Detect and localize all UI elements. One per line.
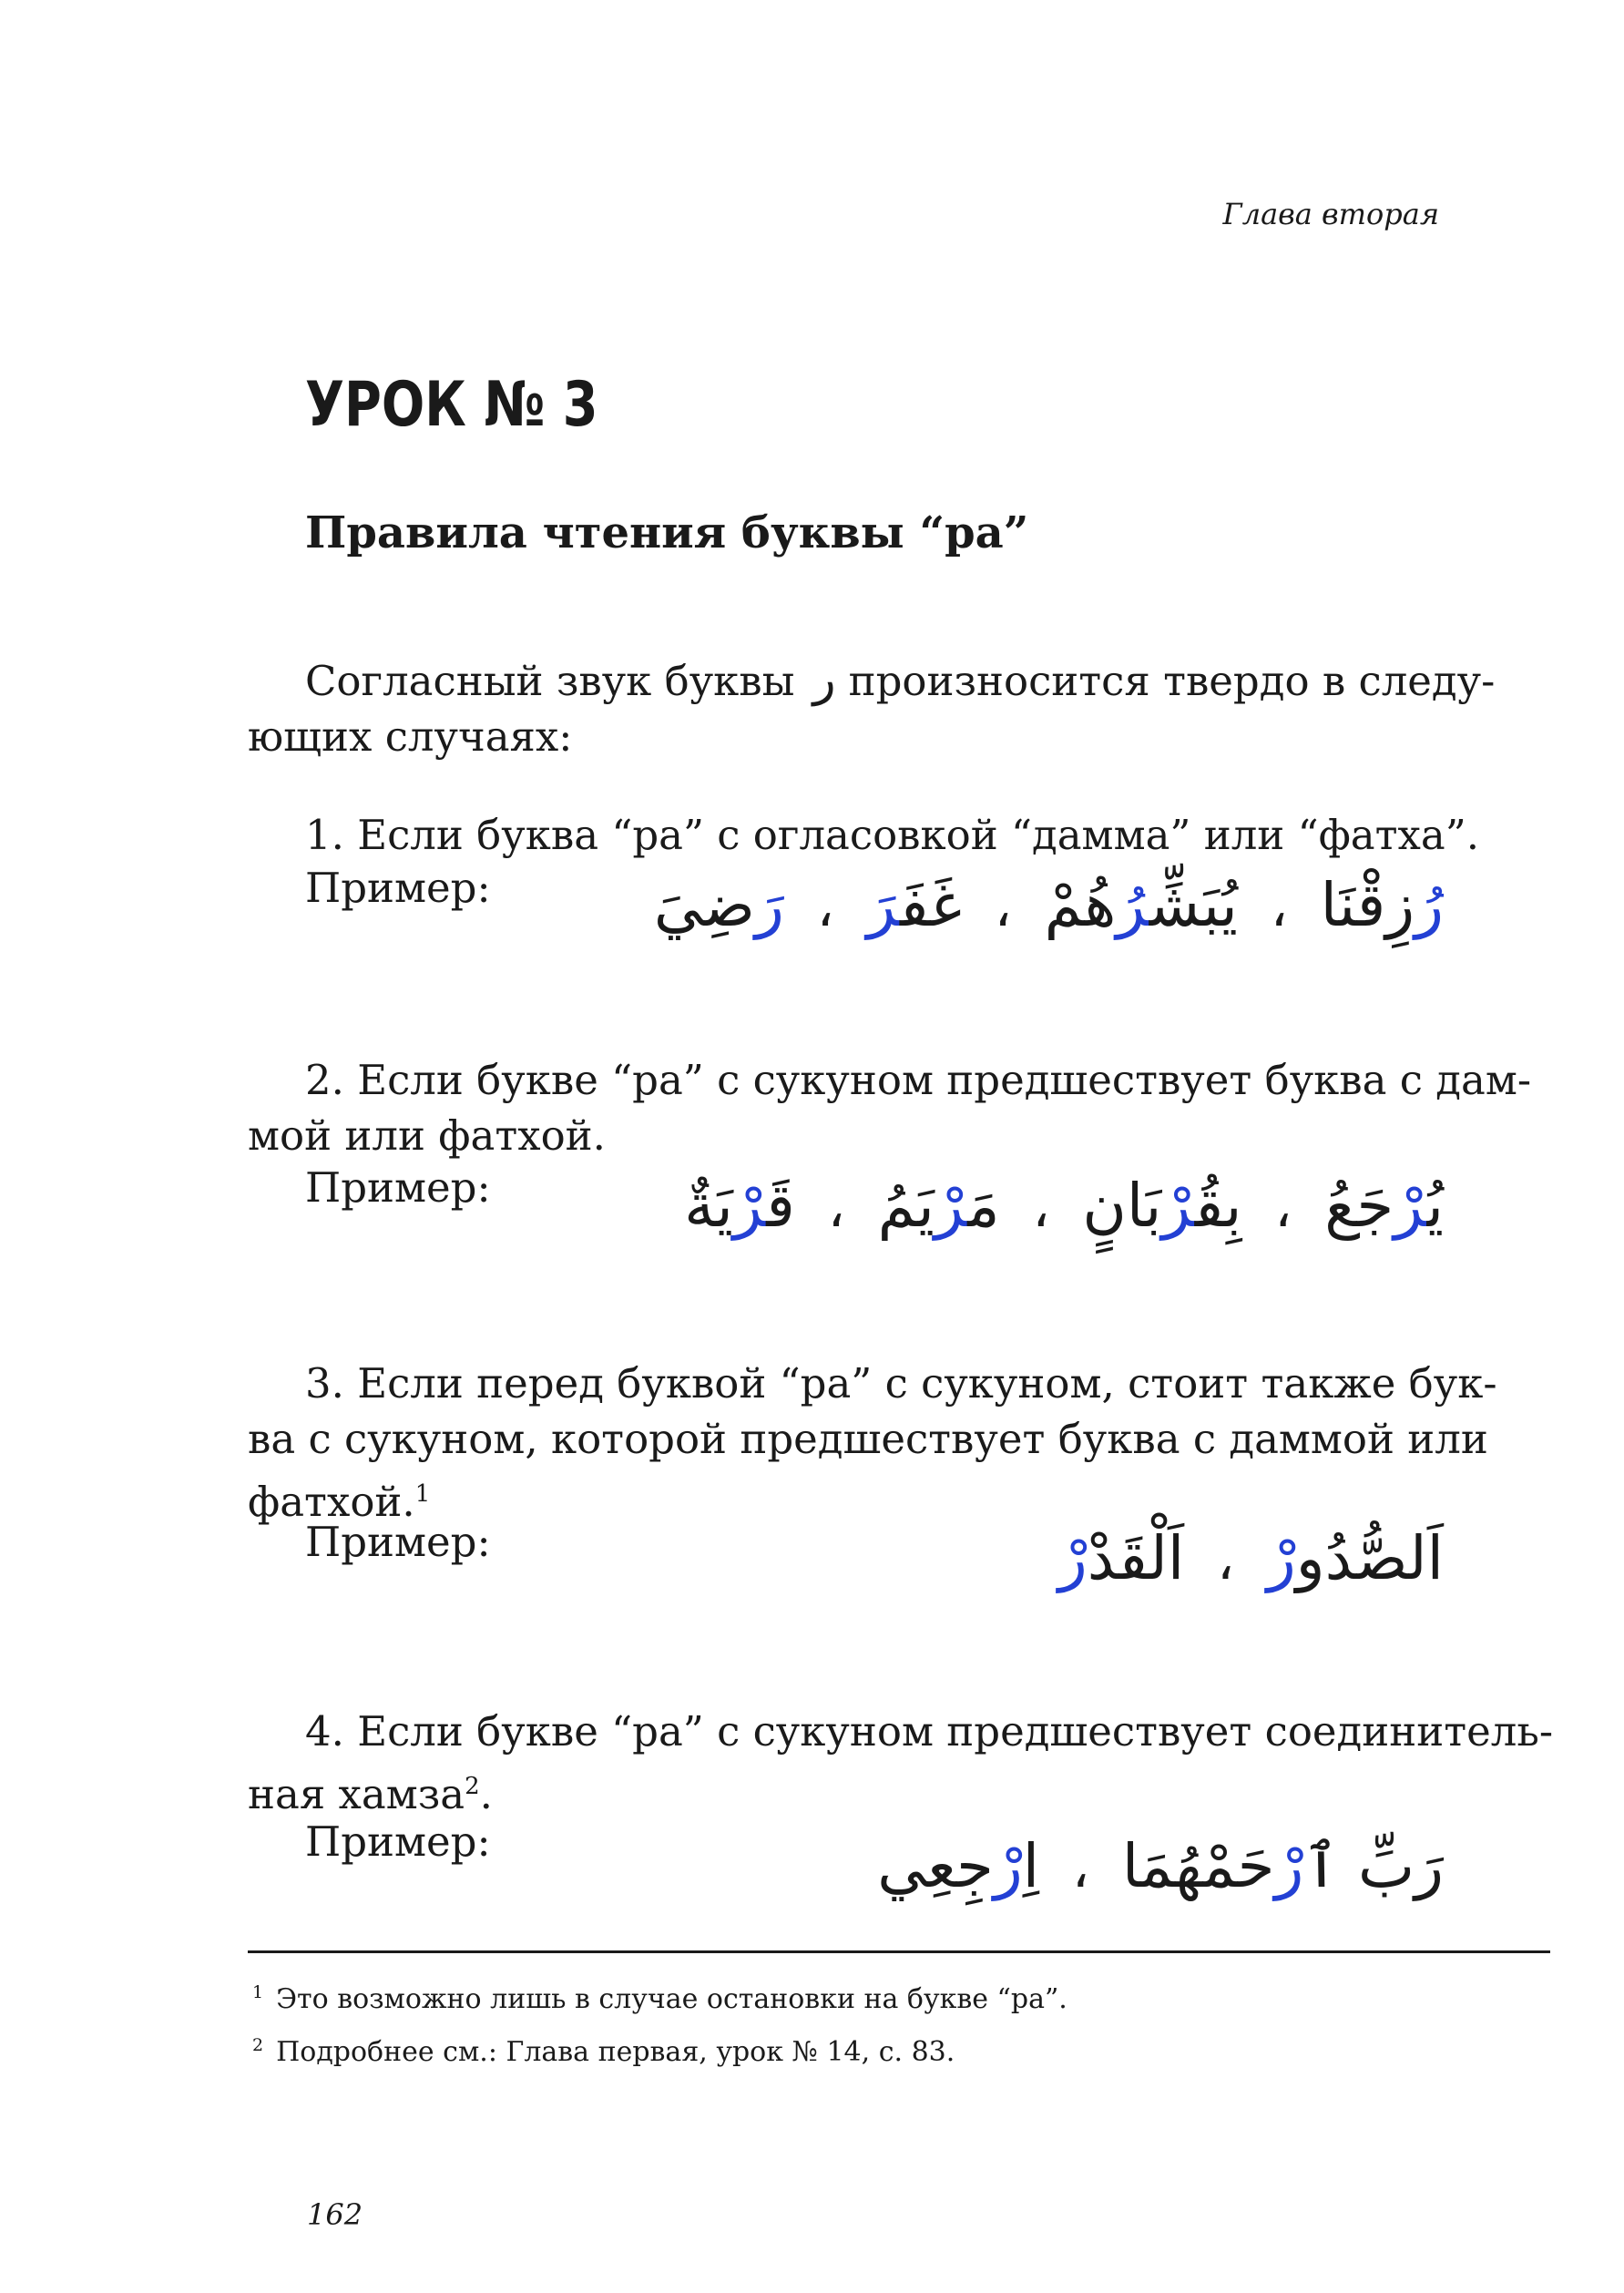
arabic-word: يُرْجَعُ — [1324, 1171, 1444, 1241]
rule-3-text-line-2: ва с сукуном, которой предшествует буква с даммой или — [248, 1415, 1488, 1463]
rule-1-examples — [487, 870, 1444, 940]
separator: ، — [1072, 1837, 1089, 1899]
arabic-word: اَلصُّدُورْ — [1266, 1523, 1444, 1593]
intro-line-2: ющих случаях: — [248, 712, 573, 761]
arabic-word: رُزِقْنَا — [1320, 870, 1444, 940]
footnote-ref-2: 2 — [465, 1773, 480, 1800]
footnote-number: 1 — [252, 1982, 264, 2002]
separator: ، — [1270, 876, 1288, 938]
rule-4-examples — [820, 1831, 1444, 1901]
arabic-word: رَضِيَ — [653, 870, 784, 940]
arabic-word: يُبَشِّرُهُمْ — [1044, 870, 1238, 940]
arabic-word: قَرْيَةٌ — [684, 1171, 795, 1241]
rule-2-example-label: Пример: — [305, 1163, 491, 1212]
arabic-word: بِقُرْبَانٍ — [1082, 1171, 1242, 1241]
separator: ، — [1274, 1177, 1292, 1239]
footnote-number: 2 — [252, 2035, 264, 2055]
rule-2-text-line-1: 2. Если букве “ра” с сукуном предшествует буква с дам- — [305, 1056, 1532, 1104]
arabic-word: مَرْيَمُ — [877, 1171, 1000, 1241]
rule-2-text-line-2: мой или фатхой. — [248, 1111, 606, 1160]
intro-paragraph — [248, 652, 1496, 764]
separator: ، — [816, 876, 834, 938]
intro-line-1 — [248, 652, 1496, 709]
intro-text-after: произносится твердо в следу- — [848, 657, 1496, 705]
separator: ، — [1217, 1530, 1234, 1592]
separator: ، — [827, 1177, 845, 1239]
arabic-word: رَبِّ ٱرْحَمْهُمَا — [1121, 1831, 1444, 1901]
arabic-word: غَفَرَ — [866, 870, 962, 940]
arabic-word: اِرْجِعِي — [877, 1831, 1040, 1901]
rule-4-text-line-1: 4. Если букве “ра” с сукуном предшествует соединитель- — [305, 1707, 1554, 1756]
separator: ، — [994, 876, 1012, 938]
intro-text-before: Согласный звук буквы — [305, 657, 795, 705]
rule-3-text-line-1: 3. Если перед буквой “ра” с сукуном, стоит также бук- — [305, 1359, 1497, 1408]
page-number: 162 — [307, 2197, 363, 2232]
footnote-2 — [252, 2027, 955, 2071]
rule-3-text-line-3: фатхой.$^1$ — [248, 1478, 431, 1526]
rule-1-example-label: Пример: — [305, 864, 491, 912]
rule-2-examples — [506, 1171, 1444, 1241]
rule-3-examples — [911, 1523, 1444, 1593]
ra-letter: ر — [812, 652, 836, 707]
rule-3-example-label: Пример: — [305, 1518, 491, 1566]
running-head: Глава вторая — [1222, 197, 1439, 231]
rule-4-text-line-2: ная хамза$^2$. — [248, 1770, 493, 1818]
rule-1-text: 1. Если буква “ра” с огласовкой “дамма” или “фатха”. — [305, 811, 1480, 859]
footnote-ref-1: 1 — [414, 1480, 431, 1508]
footnote-text: Это возможно лишь в случае остановки на букве “ра”. — [276, 1983, 1067, 2015]
footnote-1 — [252, 1974, 1067, 2018]
arabic-word: اَلْقَدْرْ — [1057, 1523, 1185, 1593]
rule-1 — [248, 807, 1480, 863]
rule-4-example-label: Пример: — [305, 1817, 491, 1866]
rule-3 — [248, 1356, 1497, 1530]
separator: ، — [1032, 1177, 1050, 1239]
rule-2 — [248, 1052, 1532, 1163]
lesson-title: УРОК № 3 — [305, 369, 598, 441]
section-title: Правила чтения буквы “ра” — [305, 507, 1029, 558]
footnote-divider — [248, 1950, 1550, 1953]
rule-4 — [248, 1704, 1554, 1822]
footnote-text: Подробнее см.: Глава первая, урок № 14, с. 83. — [276, 2036, 955, 2068]
